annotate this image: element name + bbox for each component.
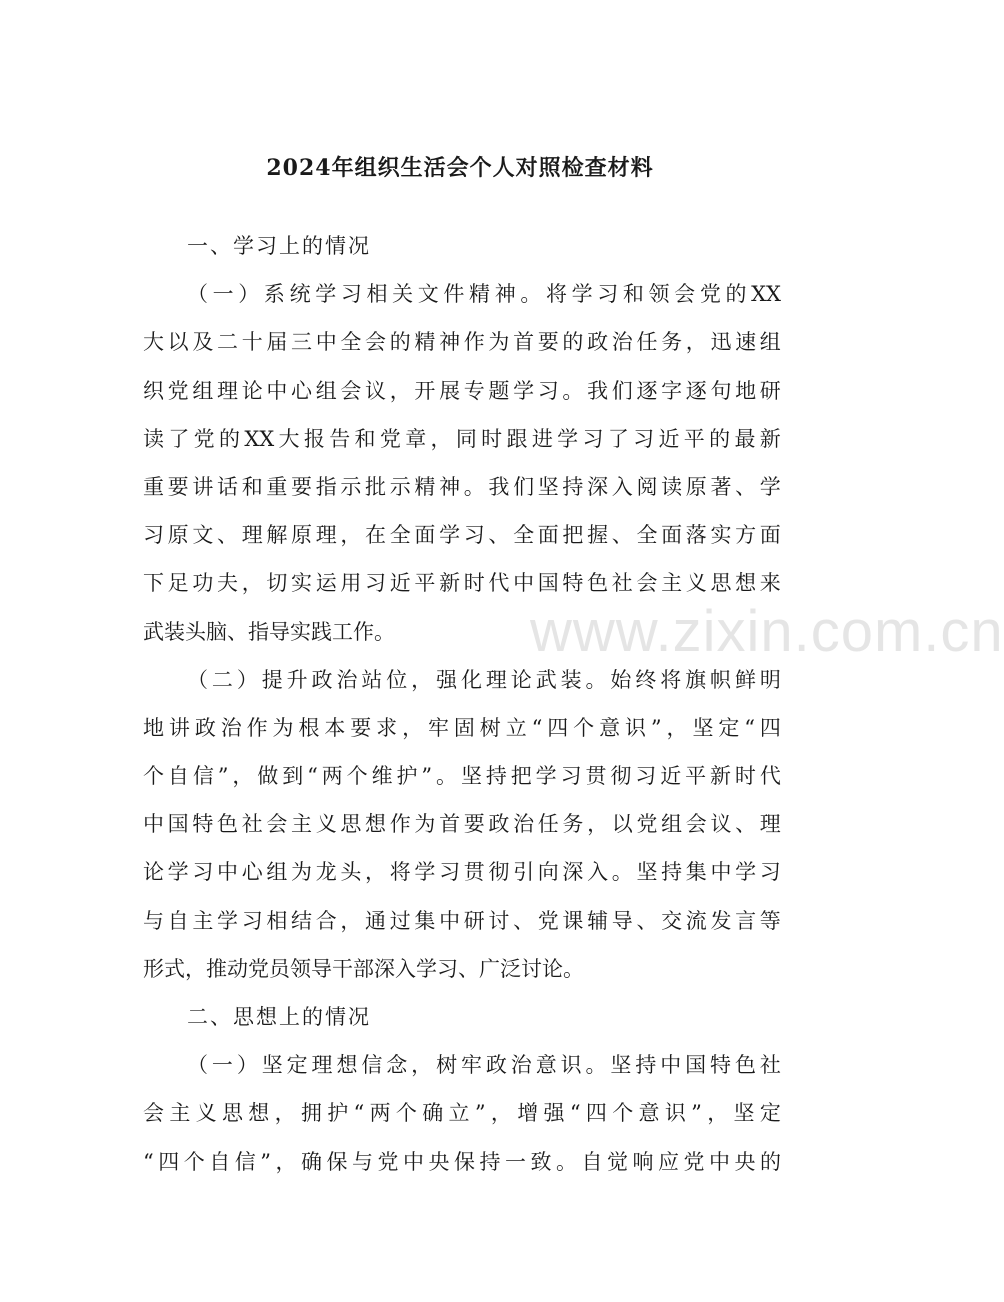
text-line: 地 讲 政 治 作 为 根 本 要 求 ， 牢 固 树 立 “ 四 个 意 识 ” ， 坚 定 “ 四: [143, 715, 781, 740]
text-line: 个 自 信 ” ， 做 到 “ 两 个 维 护 ” 。 坚 持 把 学 习 贯 彻 习 近 平 新 时 代: [143, 764, 781, 789]
text-line: 织 党 组 理 论 中 心 组 会 议 ， 开 展 专 题 学 习 。 我 们 逐 字 逐 句 地 研: [143, 378, 781, 403]
text-line: 读 了 党 的 XX 大 报 告 和 党 章 ， 同 时 跟 进 学 习 了 习 近 平 的 最 新: [143, 426, 781, 451]
text-line: 武装头脑、指导实践工作。: [143, 619, 395, 644]
text-line: 习 原 文 、 理 解 原 理 ， 在 全 面 学 习 、 全 面 把 握 、 全 面 落 实 方 面: [143, 523, 781, 548]
document-body: [143, 222, 781, 1186]
text-line: 下 足 功 夫 ， 切 实 运 用 习 近 平 新 时 代 中 国 特 色 社 会 主 义 思 想 来: [143, 571, 781, 596]
text-line: “ 四 个 自 信 ” ， 确 保 与 党 中 央 保 持 一 致 。 自 觉 响 应 党 中 央 的: [143, 1149, 781, 1174]
text-line: （ 二 ） 提 升 政 治 站 位 ， 强 化 理 论 武 装 。 始 终 将 旗 帜 鲜 明: [187, 667, 781, 692]
section-heading: 二、思想上的情况: [187, 1005, 371, 1029]
text-line: 重 要 讲 话 和 重 要 指 示 批 示 精 神 。 我 们 坚 持 深 入 阅 读 原 著 、 学: [143, 474, 781, 499]
watermark: www.zixin.com.cn: [530, 599, 1004, 664]
text-line: 形式，推动党员领导干部深入学习、广泛讨论。: [143, 956, 584, 981]
text-line: （ 一 ） 坚 定 理 想 信 念 ， 树 牢 政 治 意 识 。 坚 持 中 国 特 色 社: [187, 1053, 781, 1078]
text-line: 论 学 习 中 心 组 为 龙 头 ， 将 学 习 贯 彻 引 向 深 入 。 坚 持 集 中 学 习: [143, 860, 781, 885]
text-line: 大 以 及 二 十 届 三 中 全 会 的 精 神 作 为 首 要 的 政 治 任 务 ， 迅 速 组: [143, 330, 781, 355]
text-line: 会 主 义 思 想 ， 拥 护 “ 两 个 确 立 ” ， 增 强 “ 四 个 意 识 ” ， 坚 定: [143, 1101, 781, 1126]
text-line: 与 自 主 学 习 相 结 合 ， 通 过 集 中 研 讨 、 党 课 辅 导 、 交 流 发 言 等: [143, 908, 781, 933]
text-line: 中 国 特 色 社 会 主 义 思 想 作 为 首 要 政 治 任 务 ， 以 党 组 会 议 、 理: [143, 812, 781, 837]
text-line: （ 一 ） 系 统 学 习 相 关 文 件 精 神 。 将 学 习 和 领 会 党 的 XX: [187, 282, 781, 307]
document-title: 2024年组织生活会个人对照检查材料: [266, 155, 654, 181]
section-heading: 一、学习上的情况: [187, 234, 371, 258]
